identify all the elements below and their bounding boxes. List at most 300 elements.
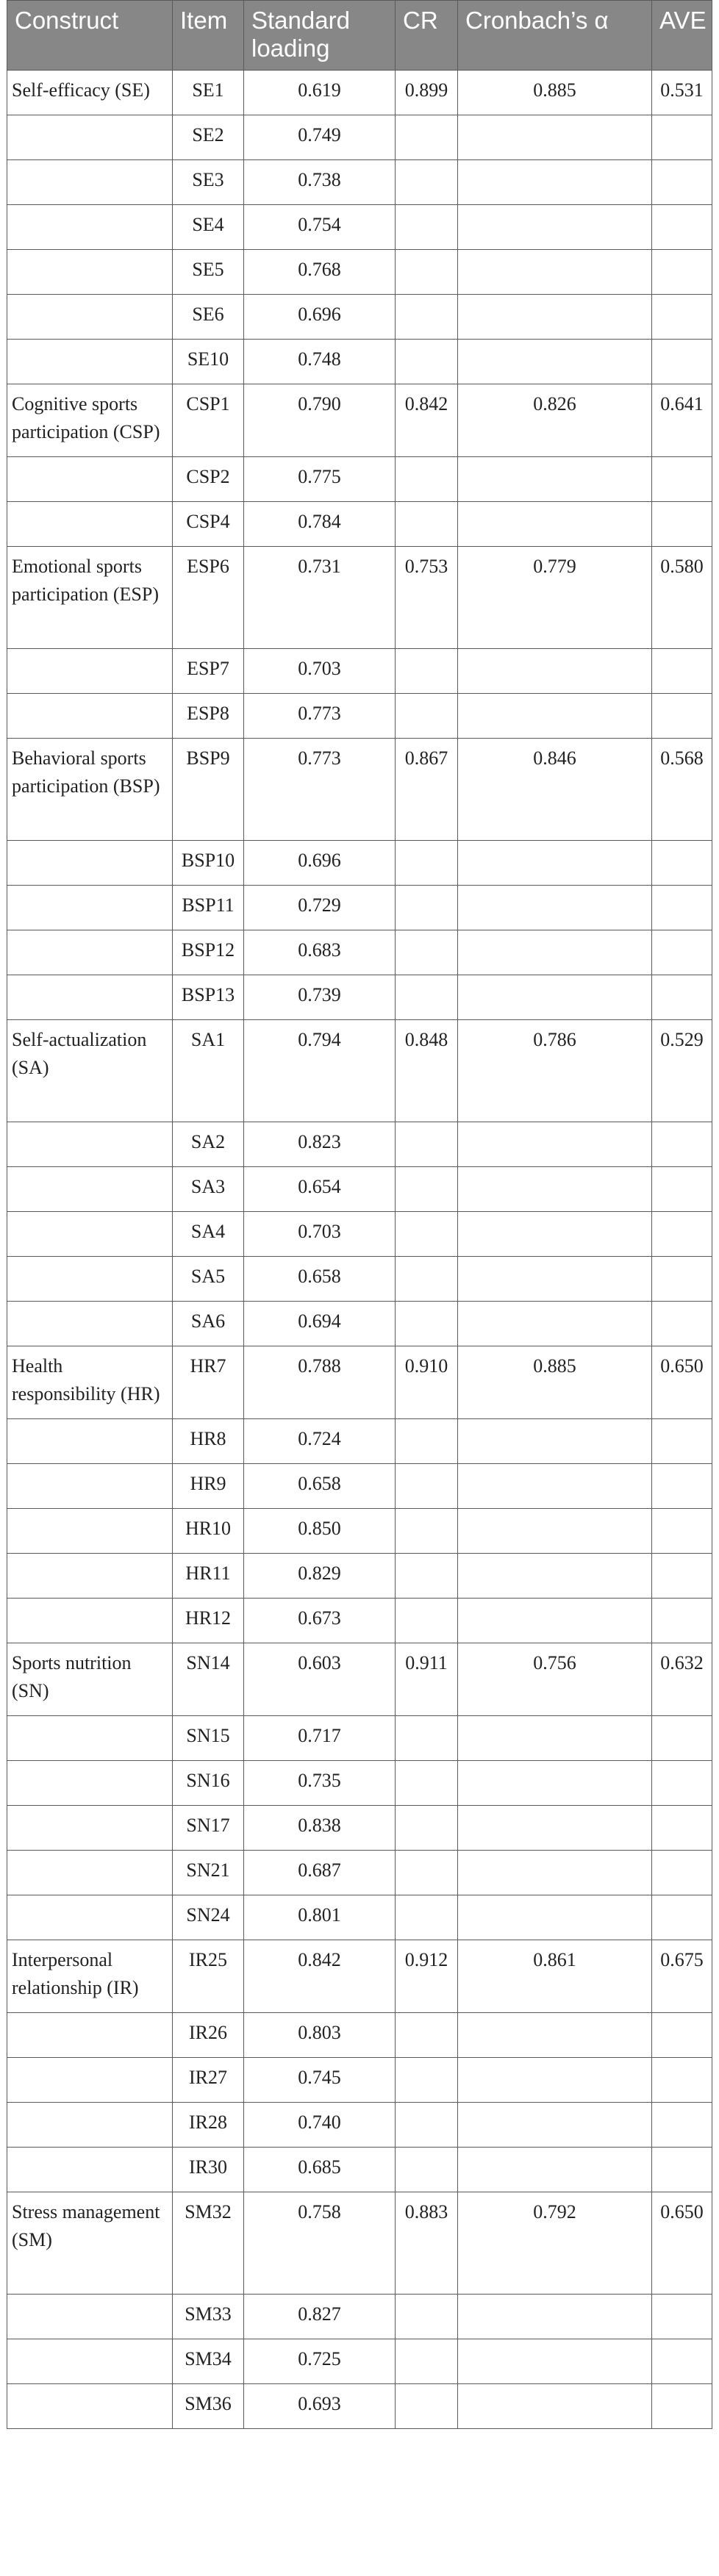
cell-cr [396, 250, 458, 295]
cell-item: HR7 [173, 1346, 244, 1419]
cell-alpha [458, 2103, 652, 2148]
cell-loading: 0.703 [244, 649, 396, 694]
cell-item: SM32 [173, 2192, 244, 2295]
cell-ave [652, 160, 712, 205]
cell-item: ESP6 [173, 547, 244, 649]
cell-construct [7, 1761, 173, 1806]
cell-ave [652, 250, 712, 295]
cell-item: SA1 [173, 1020, 244, 1122]
cell-alpha [458, 2384, 652, 2429]
table-row [7, 250, 712, 295]
cell-construct [7, 886, 173, 930]
cell-construct [7, 2013, 173, 2058]
cell-item: SA2 [173, 1122, 244, 1167]
cell-loading: 0.754 [244, 205, 396, 250]
cell-cr [396, 1257, 458, 1302]
cell-loading: 0.803 [244, 2013, 396, 2058]
cell-loading: 0.758 [244, 2192, 396, 2295]
cell-construct [7, 160, 173, 205]
table-row [7, 2058, 712, 2103]
cell-construct: Stress management (SM) [7, 2192, 173, 2295]
cell-ave: 0.529 [652, 1020, 712, 1122]
cell-item: SA5 [173, 1257, 244, 1302]
cell-loading: 0.673 [244, 1599, 396, 1643]
cell-cr: 0.867 [396, 739, 458, 841]
cell-ave [652, 457, 712, 502]
cell-alpha [458, 649, 652, 694]
cell-loading: 0.729 [244, 886, 396, 930]
cell-cr: 0.899 [396, 71, 458, 115]
cell-loading: 0.790 [244, 384, 396, 457]
cell-item: CSP1 [173, 384, 244, 457]
cell-item: SE3 [173, 160, 244, 205]
cell-ave [652, 1761, 712, 1806]
cell-loading: 0.658 [244, 1257, 396, 1302]
cell-ave: 0.531 [652, 71, 712, 115]
cell-construct [7, 2339, 173, 2384]
cell-cr [396, 1302, 458, 1346]
cell-alpha [458, 340, 652, 384]
cell-item: BSP10 [173, 841, 244, 886]
table-row [7, 2013, 712, 2058]
cell-ave [652, 1122, 712, 1167]
table-row [7, 886, 712, 930]
cell-alpha [458, 694, 652, 739]
cell-ave [652, 2058, 712, 2103]
cell-alpha: 0.786 [458, 1020, 652, 1122]
cell-loading: 0.788 [244, 1346, 396, 1419]
cell-alpha [458, 457, 652, 502]
header-construct: Construct [7, 1, 173, 71]
header-cronbach-alpha: Cronbach’s α [458, 1, 652, 71]
cell-item: IR30 [173, 2148, 244, 2192]
cell-construct [7, 1167, 173, 1212]
table-row [7, 547, 712, 649]
cell-construct [7, 1599, 173, 1643]
measurement-model-table [7, 0, 712, 2429]
cell-construct [7, 1122, 173, 1167]
cell-alpha [458, 2058, 652, 2103]
cell-cr [396, 2384, 458, 2429]
cell-construct [7, 694, 173, 739]
cell-item: SE10 [173, 340, 244, 384]
table-row [7, 2384, 712, 2429]
cell-construct [7, 1302, 173, 1346]
cell-ave [652, 1509, 712, 1554]
table-row [7, 694, 712, 739]
cell-item: SN14 [173, 1643, 244, 1716]
table-row [7, 2295, 712, 2339]
cell-item: IR28 [173, 2103, 244, 2148]
cell-ave [652, 1302, 712, 1346]
cell-alpha [458, 502, 652, 547]
cell-alpha [458, 2013, 652, 2058]
cell-loading: 0.739 [244, 975, 396, 1020]
table-row [7, 1122, 712, 1167]
cell-item: SE1 [173, 71, 244, 115]
cell-construct [7, 975, 173, 1020]
cell-ave: 0.568 [652, 739, 712, 841]
cell-alpha [458, 1761, 652, 1806]
table-row [7, 71, 712, 115]
cell-ave [652, 205, 712, 250]
cell-alpha [458, 1302, 652, 1346]
cell-ave [652, 694, 712, 739]
cell-ave [652, 295, 712, 340]
cell-alpha [458, 250, 652, 295]
cell-construct [7, 295, 173, 340]
cell-cr [396, 1851, 458, 1895]
cell-alpha: 0.846 [458, 739, 652, 841]
cell-loading: 0.731 [244, 547, 396, 649]
cell-ave [652, 1599, 712, 1643]
cell-cr [396, 2013, 458, 2058]
cell-cr [396, 1716, 458, 1761]
table-row [7, 2103, 712, 2148]
cell-loading: 0.603 [244, 1643, 396, 1716]
table-row [7, 457, 712, 502]
cell-construct: Interpersonal relationship (IR) [7, 1940, 173, 2013]
cell-ave [652, 2013, 712, 2058]
cell-loading: 0.748 [244, 340, 396, 384]
cell-construct [7, 2103, 173, 2148]
cell-item: HR10 [173, 1509, 244, 1554]
cell-item: SE4 [173, 205, 244, 250]
cell-alpha [458, 930, 652, 975]
cell-loading: 0.740 [244, 2103, 396, 2148]
cell-loading: 0.696 [244, 841, 396, 886]
cell-construct [7, 1257, 173, 1302]
cell-item: SM36 [173, 2384, 244, 2429]
cell-item: CSP4 [173, 502, 244, 547]
table-row [7, 1806, 712, 1851]
cell-alpha [458, 1212, 652, 1257]
cell-cr [396, 1761, 458, 1806]
cell-alpha [458, 2339, 652, 2384]
cell-loading: 0.775 [244, 457, 396, 502]
cell-alpha [458, 841, 652, 886]
table-row [7, 1020, 712, 1122]
cell-ave: 0.650 [652, 2192, 712, 2295]
cell-loading: 0.842 [244, 1940, 396, 2013]
cell-construct [7, 1419, 173, 1464]
cell-cr [396, 694, 458, 739]
table-row [7, 1464, 712, 1509]
cell-ave [652, 2148, 712, 2192]
cell-cr: 0.883 [396, 2192, 458, 2295]
cell-cr [396, 886, 458, 930]
cell-ave [652, 340, 712, 384]
cell-cr [396, 1464, 458, 1509]
cell-alpha [458, 1419, 652, 1464]
cell-cr [396, 975, 458, 1020]
cell-cr [396, 649, 458, 694]
cell-construct [7, 2295, 173, 2339]
cell-cr: 0.911 [396, 1643, 458, 1716]
cell-loading: 0.827 [244, 2295, 396, 2339]
cell-item: SM34 [173, 2339, 244, 2384]
header-item: Item [173, 1, 244, 71]
table-row [7, 1554, 712, 1599]
cell-item: SN17 [173, 1806, 244, 1851]
cell-alpha [458, 295, 652, 340]
table-row [7, 2339, 712, 2384]
cell-alpha [458, 1716, 652, 1761]
cell-alpha: 0.826 [458, 384, 652, 457]
cell-item: HR8 [173, 1419, 244, 1464]
cell-ave [652, 115, 712, 160]
cell-item: ESP7 [173, 649, 244, 694]
cell-cr [396, 1895, 458, 1940]
cell-ave [652, 975, 712, 1020]
cell-construct [7, 1509, 173, 1554]
cell-loading: 0.773 [244, 739, 396, 841]
cell-ave: 0.675 [652, 1940, 712, 2013]
cell-loading: 0.654 [244, 1167, 396, 1212]
cell-loading: 0.724 [244, 1419, 396, 1464]
table-row [7, 2192, 712, 2295]
table-row [7, 1212, 712, 1257]
cell-alpha [458, 975, 652, 1020]
cell-item: IR27 [173, 2058, 244, 2103]
cell-construct [7, 1464, 173, 1509]
cell-ave [652, 841, 712, 886]
cell-cr: 0.848 [396, 1020, 458, 1122]
cell-item: BSP13 [173, 975, 244, 1020]
cell-cr [396, 115, 458, 160]
cell-construct [7, 841, 173, 886]
cell-item: BSP9 [173, 739, 244, 841]
table-row [7, 1167, 712, 1212]
cell-item: SE2 [173, 115, 244, 160]
cell-cr [396, 205, 458, 250]
cell-cr [396, 1419, 458, 1464]
cell-item: ESP8 [173, 694, 244, 739]
cell-loading: 0.838 [244, 1806, 396, 1851]
cell-construct [7, 1851, 173, 1895]
table-row [7, 295, 712, 340]
cell-cr [396, 2295, 458, 2339]
table-row [7, 1257, 712, 1302]
cell-construct [7, 115, 173, 160]
table-row [7, 1895, 712, 1940]
cell-alpha: 0.756 [458, 1643, 652, 1716]
table-row [7, 340, 712, 384]
cell-ave [652, 649, 712, 694]
table-row [7, 1940, 712, 2013]
cell-item: CSP2 [173, 457, 244, 502]
cell-alpha: 0.779 [458, 547, 652, 649]
cell-construct [7, 1806, 173, 1851]
cell-item: BSP11 [173, 886, 244, 930]
cell-item: IR26 [173, 2013, 244, 2058]
table-row [7, 384, 712, 457]
cell-cr: 0.753 [396, 547, 458, 649]
cell-alpha [458, 115, 652, 160]
cell-ave [652, 2295, 712, 2339]
cell-loading: 0.683 [244, 930, 396, 975]
cell-loading: 0.685 [244, 2148, 396, 2192]
cell-loading: 0.725 [244, 2339, 396, 2384]
cell-cr [396, 1806, 458, 1851]
cell-cr: 0.912 [396, 1940, 458, 2013]
cell-loading: 0.850 [244, 1509, 396, 1554]
cell-cr: 0.842 [396, 384, 458, 457]
cell-ave [652, 1716, 712, 1761]
cell-cr [396, 2339, 458, 2384]
cell-cr [396, 1212, 458, 1257]
cell-cr [396, 2058, 458, 2103]
cell-construct [7, 2058, 173, 2103]
cell-cr: 0.910 [396, 1346, 458, 1419]
header-cr: CR [396, 1, 458, 71]
cell-item: SA6 [173, 1302, 244, 1346]
table-row [7, 739, 712, 841]
table-row [7, 975, 712, 1020]
cell-construct [7, 649, 173, 694]
cell-alpha [458, 2148, 652, 2192]
cell-loading: 0.768 [244, 250, 396, 295]
cell-loading: 0.784 [244, 502, 396, 547]
cell-ave [652, 1419, 712, 1464]
cell-ave [652, 502, 712, 547]
cell-loading: 0.829 [244, 1554, 396, 1599]
cell-construct [7, 2148, 173, 2192]
table-body [7, 71, 712, 2429]
table-row [7, 160, 712, 205]
cell-loading: 0.749 [244, 115, 396, 160]
cell-loading: 0.717 [244, 1716, 396, 1761]
table-row [7, 2148, 712, 2192]
cell-construct [7, 2384, 173, 2429]
table-row [7, 1599, 712, 1643]
cell-alpha [458, 1257, 652, 1302]
cell-alpha [458, 1464, 652, 1509]
header-row [7, 1, 712, 71]
cell-construct: Self-actualization (SA) [7, 1020, 173, 1122]
cell-cr [396, 160, 458, 205]
cell-alpha [458, 886, 652, 930]
cell-alpha [458, 2295, 652, 2339]
cell-ave [652, 2384, 712, 2429]
cell-construct [7, 1212, 173, 1257]
cell-construct: Behavioral sports participation (BSP) [7, 739, 173, 841]
cell-cr [396, 930, 458, 975]
cell-item: SN15 [173, 1716, 244, 1761]
cell-alpha [458, 1122, 652, 1167]
cell-item: IR25 [173, 1940, 244, 2013]
table-row [7, 1643, 712, 1716]
table-row [7, 1716, 712, 1761]
cell-ave: 0.641 [652, 384, 712, 457]
cell-alpha [458, 1554, 652, 1599]
cell-alpha [458, 1895, 652, 1940]
table-row [7, 649, 712, 694]
table-row [7, 205, 712, 250]
cell-cr [396, 1599, 458, 1643]
cell-alpha [458, 1599, 652, 1643]
cell-ave: 0.632 [652, 1643, 712, 1716]
cell-cr [396, 295, 458, 340]
cell-ave [652, 1212, 712, 1257]
cell-ave: 0.650 [652, 1346, 712, 1419]
cell-cr [396, 340, 458, 384]
cell-ave: 0.580 [652, 547, 712, 649]
cell-construct [7, 1554, 173, 1599]
cell-loading: 0.694 [244, 1302, 396, 1346]
table-row [7, 115, 712, 160]
cell-item: HR9 [173, 1464, 244, 1509]
header-standard-loading: Standard loading [244, 1, 396, 71]
cell-cr [396, 1509, 458, 1554]
cell-alpha: 0.792 [458, 2192, 652, 2295]
cell-loading: 0.696 [244, 295, 396, 340]
cell-loading: 0.794 [244, 1020, 396, 1122]
cell-ave [652, 1806, 712, 1851]
cell-alpha: 0.885 [458, 1346, 652, 1419]
cell-construct [7, 205, 173, 250]
cell-construct: Self-efficacy (SE) [7, 71, 173, 115]
cell-item: HR11 [173, 1554, 244, 1599]
cell-cr [396, 1122, 458, 1167]
cell-construct: Health responsibility (HR) [7, 1346, 173, 1419]
table-row [7, 841, 712, 886]
cell-cr [396, 2103, 458, 2148]
cell-cr [396, 1554, 458, 1599]
cell-construct: Sports nutrition (SN) [7, 1643, 173, 1716]
cell-ave [652, 2339, 712, 2384]
cell-loading: 0.735 [244, 1761, 396, 1806]
cell-construct [7, 930, 173, 975]
cell-item: SE6 [173, 295, 244, 340]
table-row [7, 502, 712, 547]
table-row [7, 930, 712, 975]
table-row [7, 1509, 712, 1554]
cell-loading: 0.703 [244, 1212, 396, 1257]
cell-item: SM33 [173, 2295, 244, 2339]
cell-item: SA3 [173, 1167, 244, 1212]
cell-construct [7, 250, 173, 295]
cell-loading: 0.801 [244, 1895, 396, 1940]
cell-ave [652, 1167, 712, 1212]
table-row [7, 1302, 712, 1346]
table-row [7, 1346, 712, 1419]
cell-cr [396, 457, 458, 502]
table-row [7, 1761, 712, 1806]
cell-loading: 0.745 [244, 2058, 396, 2103]
cell-ave [652, 1257, 712, 1302]
cell-construct: Cognitive sports participation (CSP) [7, 384, 173, 457]
cell-item: HR12 [173, 1599, 244, 1643]
cell-loading: 0.693 [244, 2384, 396, 2429]
cell-ave [652, 1554, 712, 1599]
cell-alpha [458, 1167, 652, 1212]
cell-construct [7, 457, 173, 502]
table-row [7, 1851, 712, 1895]
cell-loading: 0.823 [244, 1122, 396, 1167]
cell-construct [7, 340, 173, 384]
cell-item: SN21 [173, 1851, 244, 1895]
cell-alpha [458, 1806, 652, 1851]
cell-alpha [458, 205, 652, 250]
cell-loading: 0.773 [244, 694, 396, 739]
cell-construct [7, 502, 173, 547]
cell-alpha: 0.885 [458, 71, 652, 115]
cell-item: SA4 [173, 1212, 244, 1257]
cell-alpha [458, 1851, 652, 1895]
table-header [7, 1, 712, 71]
cell-ave [652, 1464, 712, 1509]
